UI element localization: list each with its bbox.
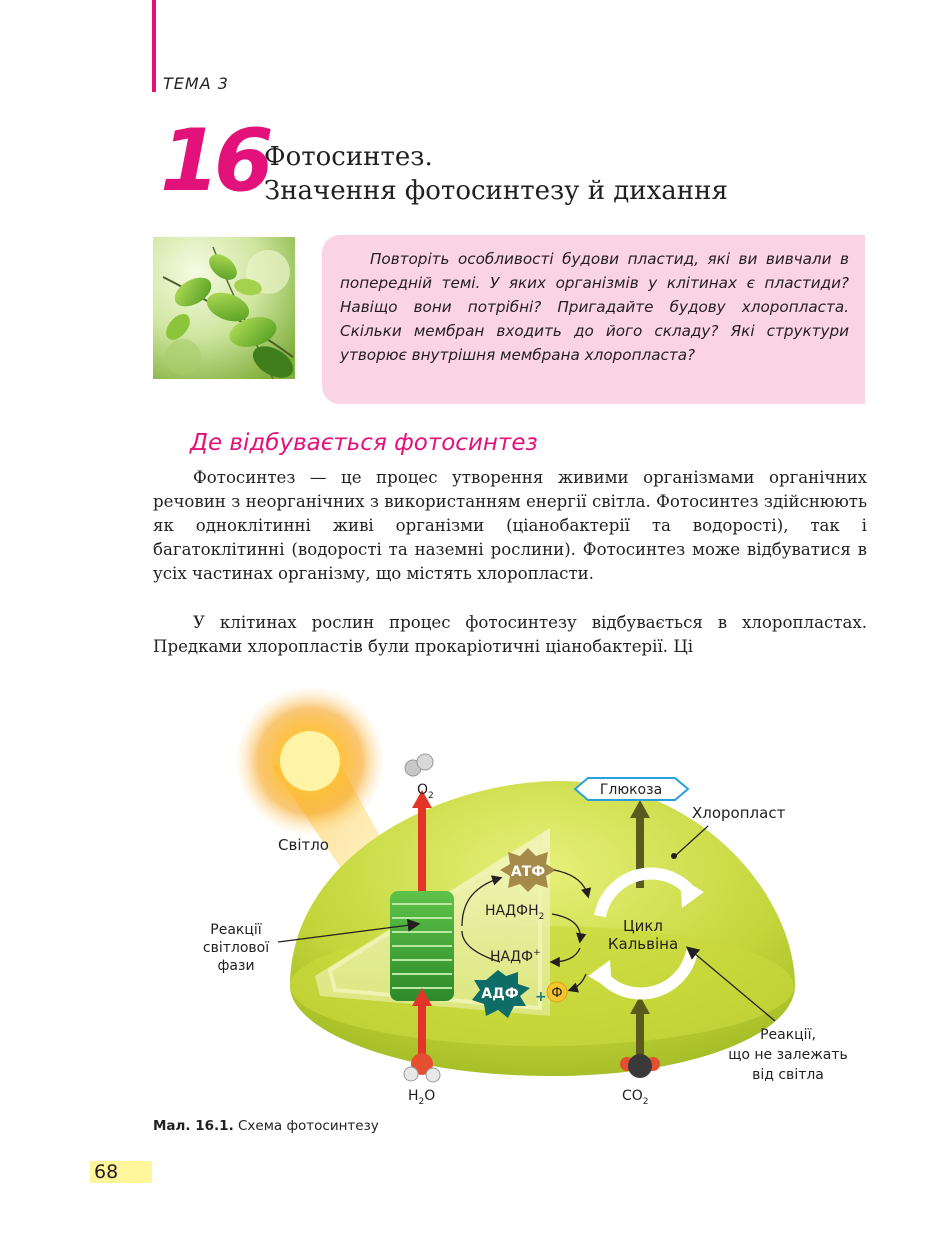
svg-text:Глюкоза: Глюкоза [599, 782, 663, 798]
chapter-title-line-1: Фотосинтез. [264, 142, 433, 172]
nadp-label: НАДФ+ [490, 948, 541, 965]
figure-caption-label: Мал. 16.1. [153, 1118, 234, 1134]
review-questions-text: Повторіть особливості будови пластид, які ви вивчали в попередній темі. У яких організмів у клітинах є пластиди? Навіщо вони потрібні? Пригадайте будову хлоропласта. Скільки мембран входить до його складу? Які структури утворює внутрішня мембрана хлоропласта? [340, 250, 849, 364]
light-label: Світло [278, 836, 329, 854]
co2-label: $CO_2$ [622, 1088, 649, 1107]
svg-text:АДФ: АДФ [481, 986, 519, 1002]
review-questions-box [322, 235, 865, 404]
phosphate-badge [547, 982, 567, 1002]
svg-text:АТФ: АТФ [510, 864, 546, 880]
svg-text:Ф: Ф [551, 986, 563, 1001]
chloroplast-label: Хлоропласт [692, 804, 786, 822]
glucose-badge [575, 778, 688, 800]
dark-reactions-label-line-3: від світла [752, 1067, 824, 1083]
chapter-number: 16 [160, 111, 268, 211]
nadph2-label: $НАДФН_2$ [485, 903, 545, 922]
header-accent-bar [152, 0, 156, 92]
figure-caption-text: Схема фотосинтезу [238, 1118, 379, 1134]
plus-sign: + [535, 989, 547, 1005]
figure-caption [153, 1118, 379, 1134]
dark-reactions-label-line-2: що не залежать [728, 1047, 848, 1063]
section-heading: Де відбувається фотосинтез [190, 430, 538, 456]
light-phase-label-line-3: фази [217, 958, 255, 974]
thylakoid-stack [390, 891, 454, 1001]
calvin-label-line-1: Цикл [622, 917, 664, 935]
co2-molecule-icon [620, 1054, 660, 1078]
h2o-label: $H_2O$ [408, 1088, 436, 1107]
body-paragraph-1: Фотосинтез — це процес утворення живими організмами органічних речовин з неорганічних з використанням енергії світла. Фотосинтез здійснюють як одноклітинні живі організми (ціанобактерії та водорості), так і багатоклітинні (водорості та наземні рослини). Фотосинтез може відбуватися в усіх частинах організму, що містять хлоропласти. [153, 468, 867, 583]
topic-label: ТЕМА 3 [163, 74, 229, 93]
light-phase-label-line-1: Реакції [210, 922, 262, 938]
light-phase-label-line-2: світлової [202, 940, 270, 956]
chapter-title [264, 140, 728, 208]
dark-reactions-label-line-1: Реакції, [760, 1027, 816, 1043]
calvin-label-line-2: Кальвіна [607, 935, 679, 953]
leaves-photo [153, 237, 295, 379]
o2-label: $O_2$ [417, 782, 434, 801]
body-paragraph-2: У клітинах рослин процес фотосинтезу відбувається в хлоропластах. Предками хлоропластів були прокаріотичні ціанобактерії. Ці [153, 613, 867, 656]
o2-molecule-icon [405, 754, 433, 776]
photosynthesis-diagram [180, 686, 880, 1116]
chapter-title-line-2: Значення фотосинтезу й дихання [264, 176, 728, 206]
page-number: 68 [90, 1161, 152, 1183]
